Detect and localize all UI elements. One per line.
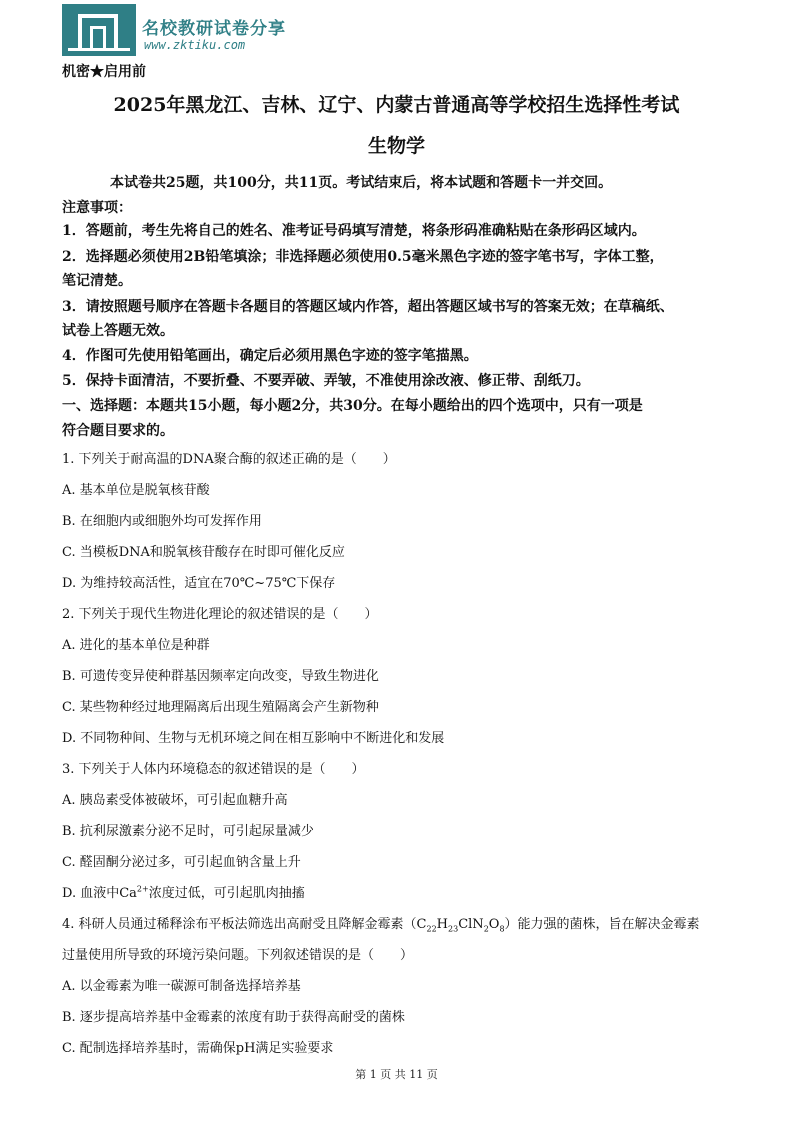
question-stem: 1. 下列关于耐高温的DNA聚合酶的叙述正确的是（ ） bbox=[62, 452, 396, 467]
option: B. 抗利尿激素分泌不足时，可引起尿量减少 bbox=[62, 824, 314, 839]
option: C. 某些物种经过地理隔离后出现生殖隔离会产生新物种 bbox=[62, 700, 379, 715]
page-footer: 第 1 页 共 11 页 bbox=[355, 1068, 438, 1081]
logo-url: www.zktiku.com bbox=[144, 38, 246, 52]
option: A. 以金霉素为唯一碳源可制备选择培养基 bbox=[62, 979, 301, 994]
notice-item: 1．答题前，考生先将自己的姓名、准考证号码填写清楚，将条形码准确粘贴在条形码区域内。 bbox=[62, 223, 646, 239]
question-stem: 3. 下列关于人体内环境稳态的叙述错误的是（ ） bbox=[62, 762, 365, 777]
notice-item: 笔记清楚。 bbox=[62, 273, 132, 289]
option: A. 基本单位是脱氧核苷酸 bbox=[62, 483, 210, 498]
option: B. 逐步提高培养基中金霉素的浓度有助于获得高耐受的菌株 bbox=[62, 1010, 405, 1025]
building-logo-icon bbox=[62, 4, 136, 56]
option: C. 配制选择培养基时，需确保pH满足实验要求 bbox=[62, 1041, 334, 1056]
section-heading: 一、选择题：本题共15小题，每小题2分，共30分。在每小题给出的四个选项中，只有一项是 bbox=[62, 398, 643, 414]
option: C. 醛固酮分泌过多，可引起血钠含量上升 bbox=[62, 855, 301, 870]
section-heading-cont: 符合题目要求的。 bbox=[62, 423, 174, 439]
notice-item: 5．保持卡面清洁，不要折叠、不要弄破、弄皱，不准使用涂改液、修正带、刮纸刀。 bbox=[62, 373, 590, 389]
notice-item: 3．请按照题号顺序在答题卡各题目的答题区域内作答，超出答题区域书写的答案无效；在草稿纸、 bbox=[62, 299, 674, 315]
option: A. 进化的基本单位是种群 bbox=[62, 638, 210, 653]
option: B. 可遗传变异使种群基因频率定向改变，导致生物进化 bbox=[62, 669, 379, 684]
notice-heading: 注意事项： bbox=[62, 200, 132, 216]
exam-intro: 本试卷共25题，共100分，共11页。考试结束后，将本试题和答题卡一并交回。 bbox=[110, 175, 613, 191]
notice-item: 4．作图可先使用铅笔画出，确定后必须用黑色字迹的签字笔描黑。 bbox=[62, 348, 478, 364]
site-logo bbox=[62, 4, 286, 58]
notice-item: 2．选择题必须使用2B铅笔填涂；非选择题必须使用0.5毫米黑色字迹的签字笔书写，字体工整， bbox=[62, 249, 664, 265]
option: D. 血液中$Ca^{2+}$浓度过低，可引起肌肉抽搐 bbox=[62, 884, 305, 901]
option: D. 为维持较高活性，适宜在70℃~75℃下保存 bbox=[62, 576, 336, 591]
logo-name: 名校教研试卷分享 bbox=[142, 19, 286, 39]
option: C. 当模板DNA和脱氧核苷酸存在时即可催化反应 bbox=[62, 545, 345, 560]
question-stem-cont: 过量使用所导致的环境污染问题。下列叙述错误的是（ ） bbox=[62, 948, 414, 963]
option: B. 在细胞内或细胞外均可发挥作用 bbox=[62, 514, 262, 529]
option: A. 胰岛素受体被破坏，可引起血糖升高 bbox=[62, 793, 288, 808]
secret-label: 机密★启用前 bbox=[62, 64, 146, 80]
notice-item: 试卷上答题无效。 bbox=[62, 323, 174, 339]
option: D. 不同物种间、生物与无机环境之间在相互影响中不断进化和发展 bbox=[62, 731, 445, 746]
exam-title: 2025年黑龙江、吉林、辽宁、内蒙古普通高等学校招生选择性考试 bbox=[113, 94, 680, 116]
question-stem: 2. 下列关于现代生物进化理论的叙述错误的是（ ） bbox=[62, 607, 378, 622]
exam-subject: 生物学 bbox=[367, 135, 425, 157]
question-stem: 4. 科研人员通过稀释涂布平板法筛选出高耐受且降解金霉素$(C_{22}H_{23}ClN_2O_8)$能力强的菌株，旨在解决金霉素 bbox=[62, 917, 700, 934]
